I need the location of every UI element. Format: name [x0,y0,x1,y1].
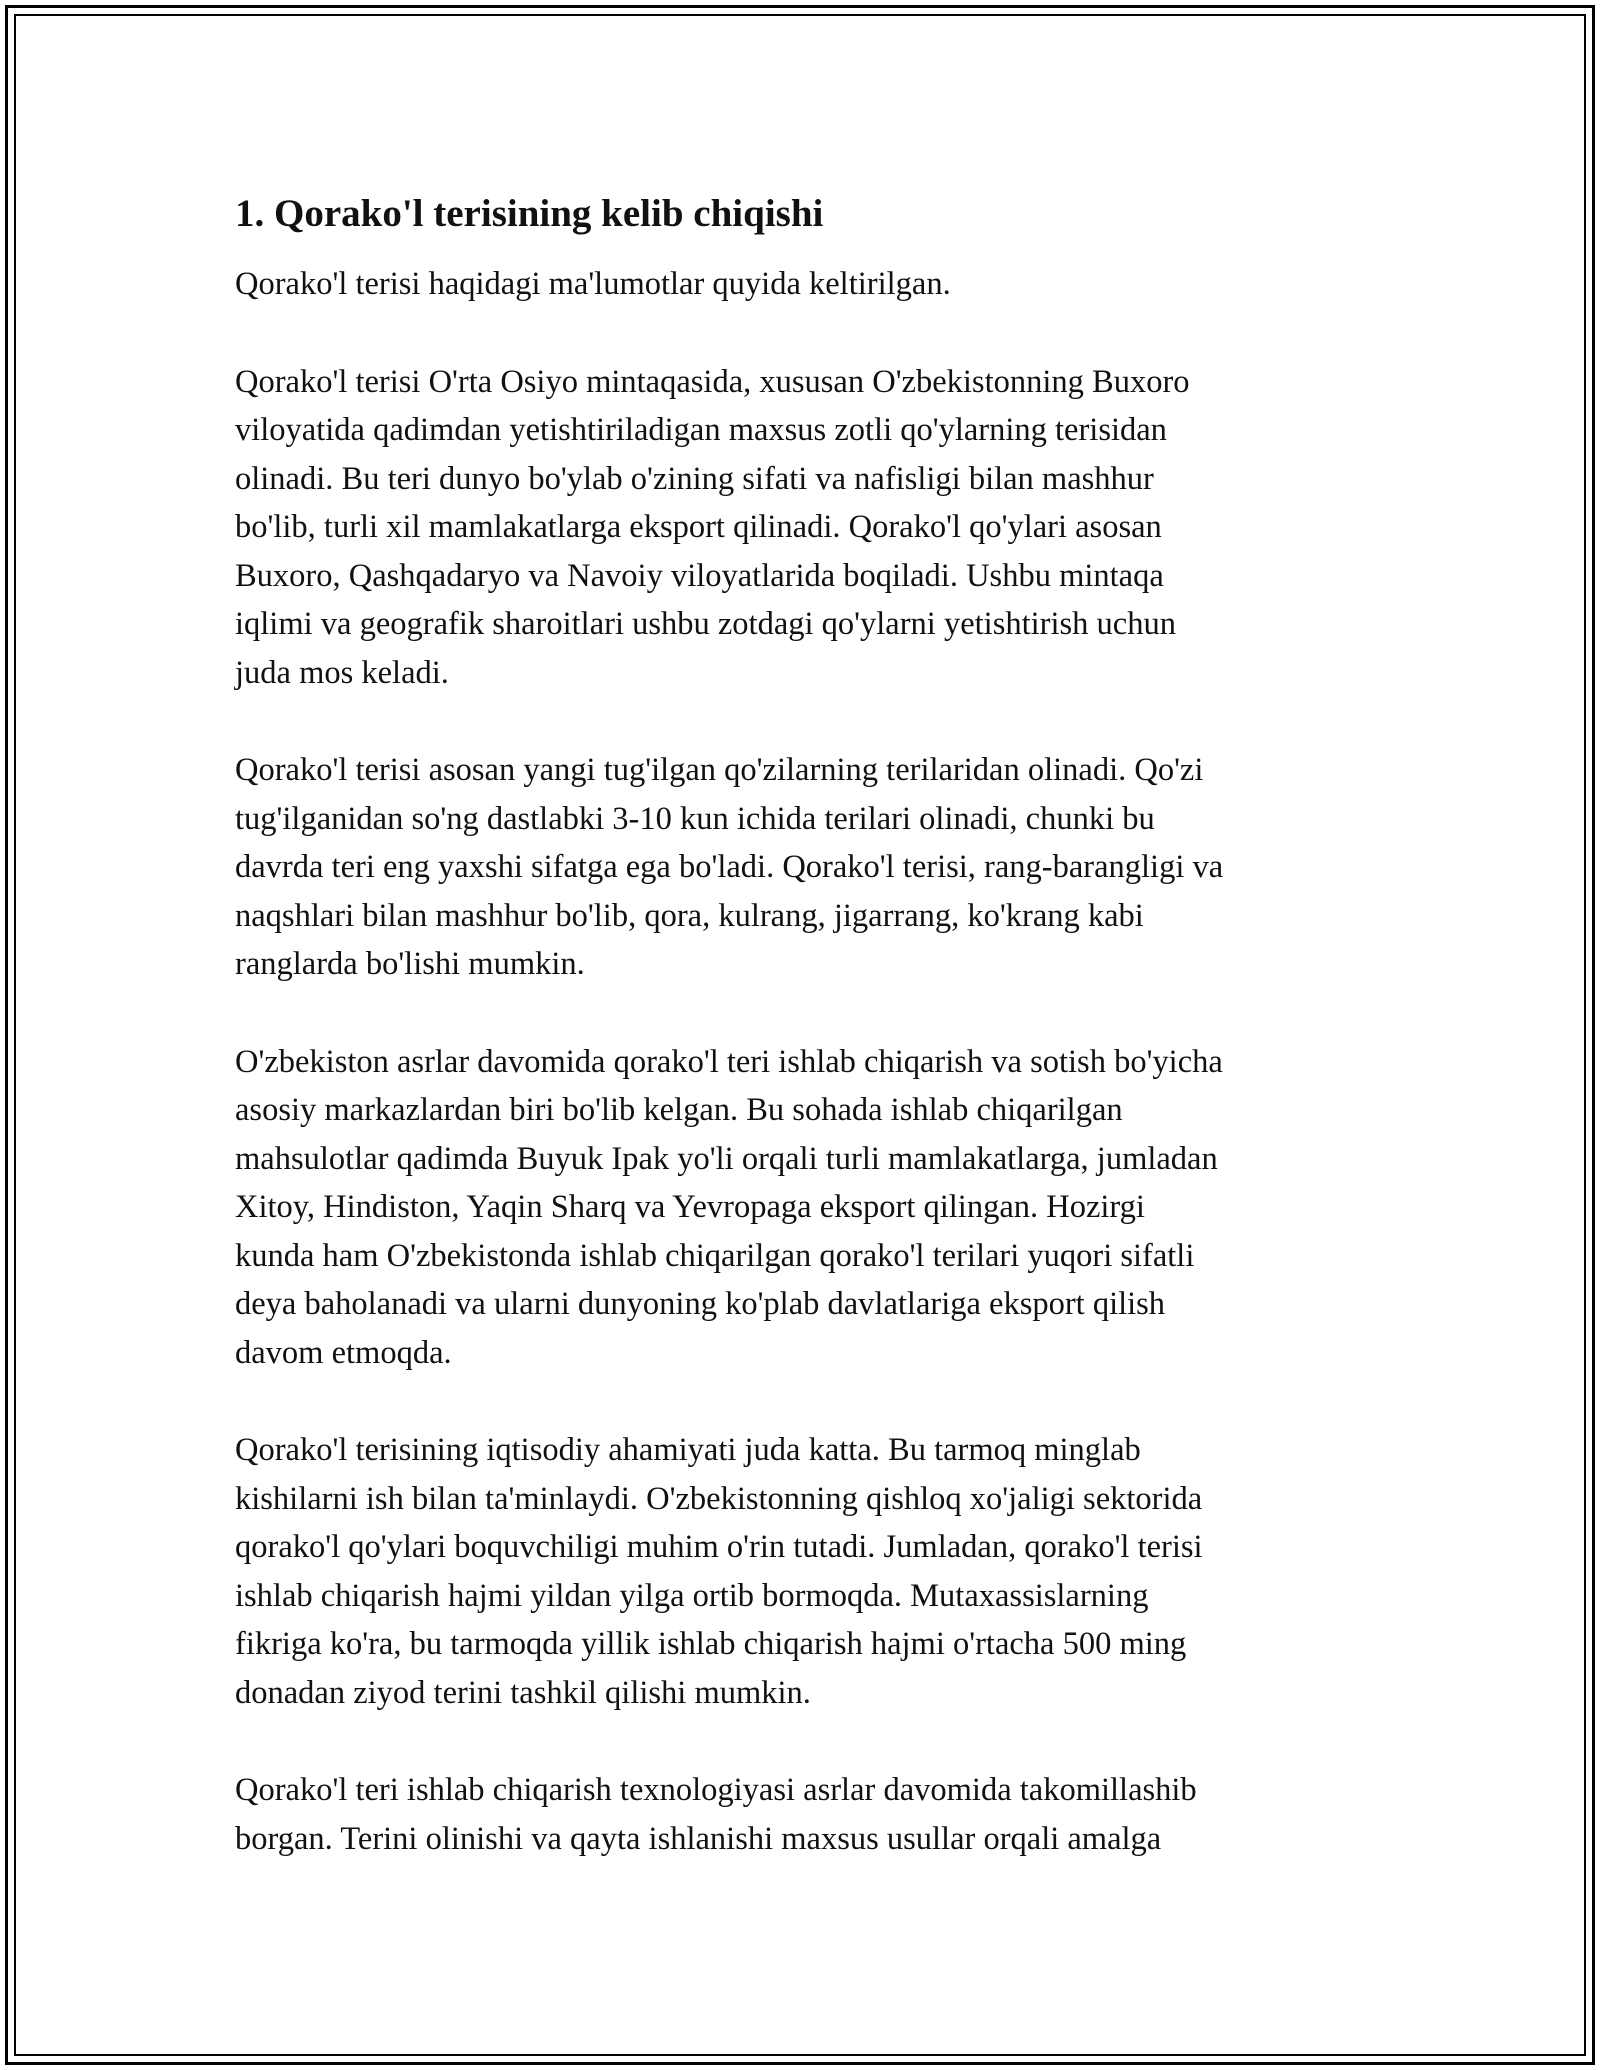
text-line: mahsulotlar qadimda Buyuk Ipak yo'li orqali turli mamlakatlarga, jumladan [235,1140,1218,1177]
text-line: O'zbekiston asrlar davomida qorako'l teri ishlab chiqarish va sotish bo'yicha [235,1043,1223,1080]
text-line: deya baholanadi va ularni dunyoning ko'plab davlatlariga eksport qilish [235,1286,1166,1322]
text-line: juda mos keladi. [235,654,449,691]
text-line: Qorako'l teri ishlab chiqarish texnologiyasi asrlar davomida takomillashib [235,1772,1197,1808]
text-line: kishilarni ish bilan ta'minlaydi. O'zbekistonning qishloq xo'jaligi sektorida [235,1480,1203,1517]
text-line: iqlimi va geografik sharoitlari ushbu zotdagi qo'ylarni yetishtirish uchun [235,606,1176,642]
text-line: Buxoro, Qashqadaryo va Navoiy viloyatlarida boqiladi. Ushbu mintaqa [235,557,1164,594]
text-line: kunda ham O'zbekistonda ishlab chiqarilgan qorako'l terilari yuqori sifatli [235,1237,1195,1274]
text-line: Qorako'l terisi O'rta Osiyo mintaqasida, xususan O'zbekistonning Buxoro [235,363,1190,400]
text-line: davrda teri eng yaxshi sifatga ega bo'ladi. Qorako'l terisi, rang-barangligi va [235,849,1224,885]
text-line: donadan ziyod terini tashkil qilishi mumkin. [235,1674,811,1711]
text-line: fikriga ko'ra, bu tarmoqda yillik ishlab chiqarish hajmi o'rtacha 500 ming [235,1626,1187,1662]
text-line: asosiy markazlardan biri bo'lib kelgan. Bu sohada ishlab chiqarilgan [235,1092,1123,1128]
paragraph-technology [235,1766,1355,1863]
text-line: Xitoy, Hindiston, Yaqin Sharq va Yevropaga eksport qilingan. Hozirgi [235,1189,1145,1225]
text-line: tug'ilganidan so'ng dastlabki 3-10 kun ichida terilari olinadi, chunki bu [235,800,1155,837]
paragraph-export-history [235,1038,1355,1378]
text-line: bo'lib, turli xil mamlakatlarga eksport qilinadi. Qorako'l qo'ylari asosan [235,509,1162,545]
text-line: ishlab chiqarish hajmi yildan yilga ortib bormoqda. Mutaxassislarning [235,1577,1149,1614]
paragraph-lamb-skins [235,746,1355,989]
text-line: Qorako'l terisi haqidagi ma'lumotlar quyida keltirilgan. [235,266,951,302]
text-line: borgan. Terini olinishi va qayta ishlanishi maxsus usullar orqali amalga [235,1820,1162,1857]
paragraph-intro [235,260,1355,309]
text-line: davom etmoqda. [235,1334,452,1371]
paragraph-origin [235,358,1355,698]
text-line: qorako'l qo'ylari boquvchiligi muhim o'rin tutadi. Jumladan, qorako'l terisi [235,1529,1203,1565]
text-line: Qorako'l terisining iqtisodiy ahamiyati juda katta. Bu tarmoq minglab [235,1432,1141,1468]
text-line: naqshlari bilan mashhur bo'lib, qora, kulrang, jigarrang, ko'krang kabi [235,897,1144,934]
text-line: Qorako'l terisi asosan yangi tug'ilgan qo'zilarning terilaridan olinadi. Qo'zi [235,752,1204,788]
page-title: 1. Qorako'l terisining kelib chiqishi [235,192,824,235]
text-line: viloyatida qadimdan yetishtiriladigan maxsus zotli qo'ylarning terisidan [235,412,1167,448]
text-line: olinadi. Bu teri dunyo bo'ylab o'zining sifati va nafisligi bilan mashhur [235,460,1154,497]
text-line: ranglarda bo'lishi mumkin. [235,946,585,982]
document-body [235,186,1355,1912]
paragraph-economic-importance [235,1426,1355,1717]
